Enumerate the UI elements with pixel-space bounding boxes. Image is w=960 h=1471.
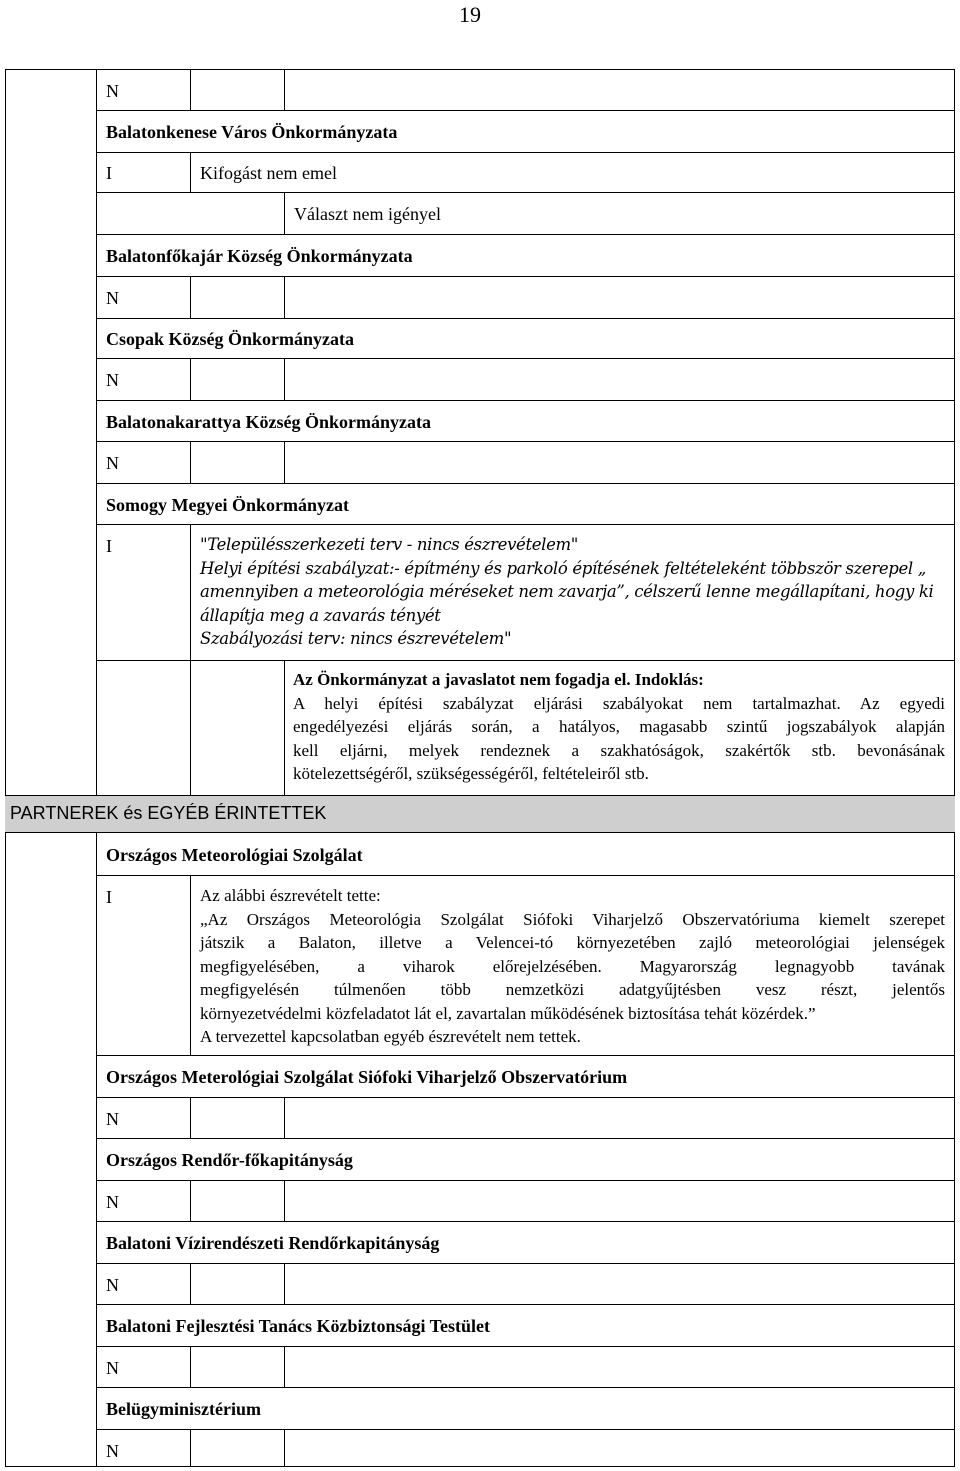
column-divider (284, 276, 285, 318)
row-divider (96, 1263, 955, 1264)
comment-balatonkenese: Kifogást nem emel (200, 163, 337, 183)
row-code: N (106, 288, 119, 308)
column-divider (284, 358, 285, 400)
row-divider (96, 1221, 955, 1222)
comment-somogy: "Településszerkezeti terv - nincs észrevételem" Helyi építési szabályzat:- építmény és parkoló építésének feltételeként többször szerepel „ amennyiben a meteorológia méréseket nem zavarja”, célszerű lenne megállapítani, hogy ki állapítja meg a zavarás tényét Szabályozási terv: nincs észrevételem" (200, 535, 934, 648)
row-code: N (106, 81, 119, 101)
row-divider (96, 400, 955, 401)
row-code: N (106, 1275, 119, 1295)
column-divider (284, 660, 285, 795)
row-code: N (106, 1109, 119, 1129)
row-divider (96, 1429, 955, 1430)
row-code: N (106, 453, 119, 473)
org-fejlesztesi: Balatoni Fejlesztési Tanács Közbiztonsági Testület (106, 1316, 491, 1336)
column-divider (284, 441, 285, 483)
column-divider (190, 69, 191, 110)
column-divider (284, 1097, 285, 1138)
row-divider (96, 660, 955, 661)
row-code: I (106, 163, 112, 183)
column-divider (190, 1346, 191, 1387)
column-divider (284, 1429, 285, 1467)
column-divider (190, 875, 191, 1055)
row-code: N (106, 1358, 119, 1378)
org-siofok: Országos Meterológiai Szolgálat Siófoki Viharjelző Obszervatórium (106, 1067, 628, 1087)
row-divider (96, 276, 955, 277)
org-somogy: Somogy Megyei Önkormányzat (106, 495, 349, 515)
row-divider (96, 192, 955, 193)
section-header: PARTNEREK és EGYÉB ÉRINTETTEK (5, 795, 955, 833)
row-code: I (106, 887, 112, 907)
org-csopak: Csopak Község Önkormányzata (106, 329, 355, 349)
column-divider (190, 1429, 191, 1467)
org-balatonakarattya: Balatonakarattya Község Önkormányzata (106, 412, 431, 432)
row-divider (96, 110, 955, 111)
column-divider (190, 1263, 191, 1304)
org-balatonkenese: Balatonkenese Város Önkormányzata (106, 122, 398, 142)
column-divider (190, 276, 191, 318)
row-code: N (106, 1192, 119, 1212)
row-divider (96, 1180, 955, 1181)
row-code: N (106, 1441, 119, 1461)
row-divider (96, 875, 955, 876)
column-divider (190, 152, 191, 192)
org-balatonfokajar: Balatonfőkajár Község Önkormányzata (106, 246, 413, 266)
org-vizirendeszet: Balatoni Vízirendészeti Rendőrkapitányság (106, 1233, 440, 1253)
comment-omsz: Az alábbi észrevételt tette: „Az Országos Meteorológia Szolgálat Siófoki Viharjelző Obszervatóriuma kiemelt szerepet játszik a Balaton, illetve a Velencei-tó környezetében zajló meteorológiai jelenségek megfigyelésében, a viharok előrejelzésében. Magyarország legnagyobb tavának megfigyelésén túlmenően több nemzetközi adatgyűjtésben vesz részt, jelentős környezetvédelmi közfeladatot lát el, zavartalan működésének biztosítása tehát közérdek.” A tervezettel kapcsolatban egyéb észrevételt nem tettek. (200, 886, 945, 1046)
column-divider (190, 441, 191, 483)
org-belugy: Belügyminisztérium (106, 1399, 261, 1419)
column-divider (96, 833, 97, 1467)
row-divider (96, 441, 955, 442)
column-divider (284, 192, 285, 234)
row-divider (96, 152, 955, 153)
row-divider (96, 1055, 955, 1056)
reply-somogy: Az Önkormányzat a javaslatot nem fogadja el. Indoklás: A helyi építési szabályzat eljárási szabályokat nem tartalmazhat. Az egyedi engedélyezési eljárás során, a hatályos, magasabb szintű jogszabályok alapján kell eljárni, melyek rendeznek a szakhatóságok, szakértők stb. bevonásának kötelezettségéről, szükségességéről, feltételeiről stb. (293, 670, 945, 783)
org-orfk: Országos Rendőr-főkapitányság (106, 1150, 353, 1170)
row-divider (96, 234, 955, 235)
row-divider (96, 483, 955, 484)
column-divider (96, 69, 97, 795)
column-divider (284, 1180, 285, 1221)
row-divider (96, 1304, 955, 1305)
column-divider (190, 1097, 191, 1138)
column-divider (284, 1346, 285, 1387)
column-divider (190, 358, 191, 400)
column-divider (284, 1263, 285, 1304)
column-divider (284, 69, 285, 110)
row-divider (96, 524, 955, 525)
page-number: 19 (459, 2, 481, 27)
row-code: N (106, 370, 119, 390)
org-omsz: Országos Meteorológiai Szolgálat (106, 845, 363, 865)
column-divider (190, 660, 191, 795)
reply-balatonkenese: Választ nem igényel (294, 204, 441, 224)
column-divider (190, 1180, 191, 1221)
row-code: I (106, 536, 112, 556)
column-divider (190, 524, 191, 660)
row-divider (96, 1138, 955, 1139)
row-divider (96, 1097, 955, 1098)
row-divider (96, 318, 955, 319)
reply-decision: Az Önkormányzat a javaslatot nem fogadja el. Indoklás: (293, 670, 704, 689)
row-divider (96, 1346, 955, 1347)
row-divider (96, 1387, 955, 1388)
row-divider (96, 358, 955, 359)
